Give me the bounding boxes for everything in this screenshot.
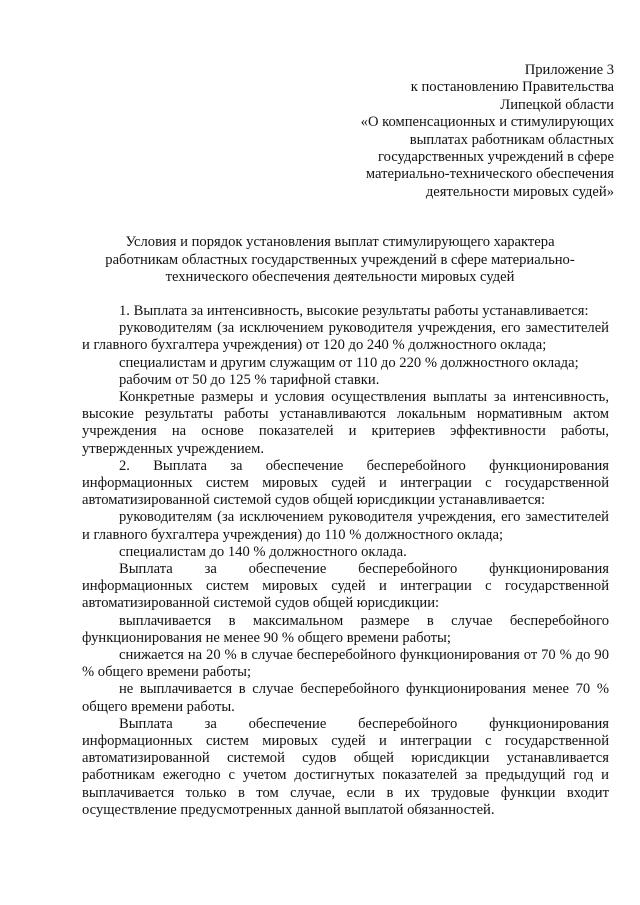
appendix-line: государственных учреждений в сфере: [377, 149, 614, 166]
paragraph: специалистам и другим служащим от 110 до 220 % должностного оклада;: [119, 354, 579, 371]
appendix-line: деятельности мировых судей»: [425, 183, 614, 200]
appendix-line: материально-технического обеспечения: [365, 166, 614, 183]
paragraph: 1. Выплата за интенсивность, высокие результаты работы устанавливается:: [119, 303, 589, 319]
appendix-line: выплатах работникам областных: [409, 131, 614, 148]
appendix-line: Приложение 3: [524, 62, 614, 78]
paragraph: 2. Выплата за обеспечение бесперебойного функционирования информационных систем мировых судей и интеграции с государственной автоматизированной системой судов общей юрисдикции устанавливается:: [82, 457, 609, 509]
title-line: работникам областных государственных учреждений в сфере материально-: [105, 251, 575, 268]
paragraph: руководителям (за исключением руководителя учреждения, его заместителей и главного бухгалтера учреждения) до 110 % должностного оклада;: [82, 509, 609, 543]
title-line: технического обеспечения деятельности мировых судей: [165, 269, 515, 286]
document-title: [80, 234, 600, 287]
title-line: Условия и порядок установления выплат стимулирующего характера: [125, 234, 555, 250]
appendix-header: [314, 62, 614, 201]
paragraph: руководителям (за исключением руководителя учреждения, его заместителей и главного бухгалтера учреждения) от 120 до 240 % должностного оклада;: [82, 320, 609, 354]
paragraph: не выплачивается в случае бесперебойного функционирования менее 70 % общего времени работы.: [82, 681, 609, 715]
paragraph: Конкретные размеры и условия осуществления выплаты за интенсивность, высокие результаты работы устанавливаются локальным нормативным актом учреждения на основе показателей и критериев эффективности работы, утвержденных учреждением.: [82, 389, 609, 457]
appendix-line: Липецкой области: [500, 96, 614, 113]
document-body: [82, 303, 609, 819]
appendix-line: к постановлению Правительства: [410, 79, 614, 96]
paragraph: Выплата за обеспечение бесперебойного функционирования информационных систем мировых судей и интеграции с государственной автоматизированной системой судов общей юрисдикции:: [82, 561, 609, 612]
paragraph: специалистам до 140 % должностного оклада.: [119, 543, 407, 560]
paragraph: рабочим от 50 до 125 % тарифной ставки.: [119, 371, 380, 388]
paragraph: выплачивается в максимальном размере в случае бесперебойного функционирования не менее 90 % общего времени работы;: [82, 612, 609, 646]
appendix-line: «О компенсационных и стимулирующих: [360, 114, 614, 131]
paragraph: снижается на 20 % в случае бесперебойного функционирования от 70 % до 90 % общего времени работы;: [82, 647, 609, 681]
paragraph: Выплата за обеспечение бесперебойного функционирования информационных систем мировых судей и интеграции с государственной автоматизированной системой судов общей юрисдикции устанавливается работникам ежегодно с учетом достигнутых показателей за предыдущий год и выплачивается только в том случае, если в их трудовые функции входит осуществление предусмотренных данной выплатой обязанностей.: [82, 715, 609, 818]
